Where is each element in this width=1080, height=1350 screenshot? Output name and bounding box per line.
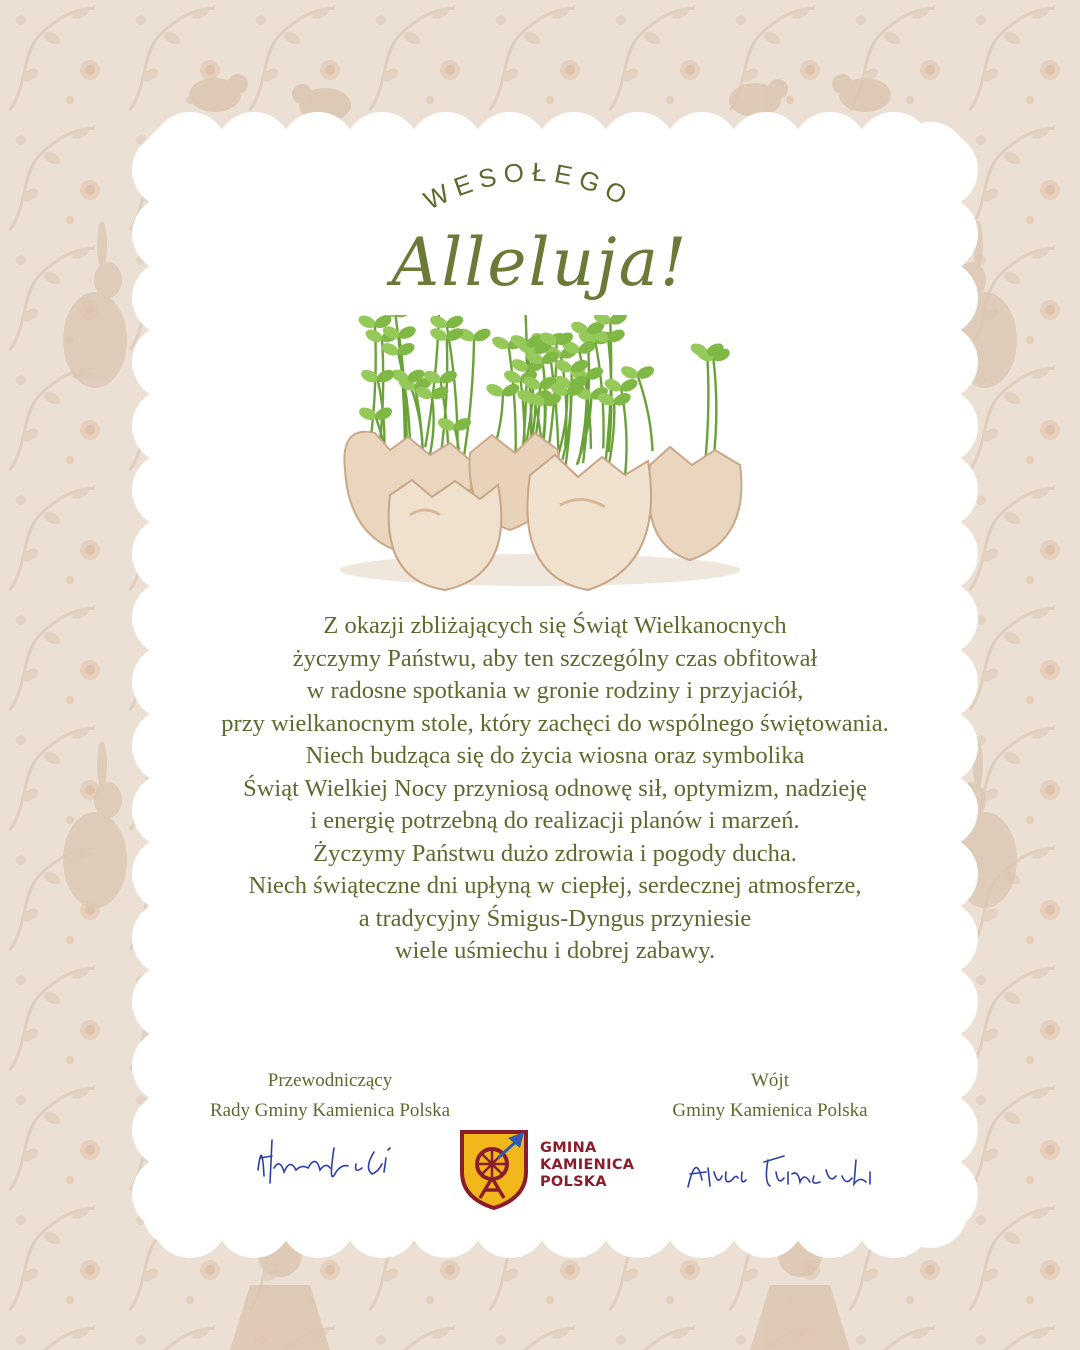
signatory-left-office: Rady Gminy Kamienica Polska: [209, 1100, 451, 1121]
logo-line-2: KAMIENICA: [540, 1157, 635, 1173]
message-line: Świąt Wielkiej Nocy przyniosą odnowę sił, optymizm, nadzieję: [243, 774, 867, 802]
gmina-kamienica-polska-logo: [458, 1128, 648, 1210]
greeting-header: [300, 150, 780, 340]
logo-line-1: GMINA: [540, 1140, 597, 1156]
greeting-script-word: Alleluja!: [391, 224, 689, 301]
sprouts-in-eggshells-illustration: [320, 315, 760, 600]
signature-left: [250, 1128, 400, 1198]
message-line: przy wielkanocnym stole, który zachęci do wspólnego świętowania.: [221, 709, 889, 737]
message-line: wiele uśmiechu i dobrej zabawy.: [394, 937, 716, 964]
logo-line-3: POLSKA: [540, 1174, 607, 1190]
signatory-right-office: Gminy Kamienica Polska: [672, 1100, 868, 1121]
message-line: Niech świąteczne dni upłyną w ciepłej, serdecznej atmosferze,: [248, 872, 862, 899]
message-line: w radosne spotkania w gronie rodziny i przyjaciół,: [306, 677, 804, 704]
signature-right: [680, 1142, 880, 1197]
spinning-wheel-coat-of-arms-icon: [458, 1128, 530, 1210]
signatory-left: [180, 1066, 480, 1126]
message-line: życzymy Państwu, aby ten szczególny czas obfitował: [292, 644, 818, 672]
signatory-right: [630, 1066, 910, 1126]
logo-wordmark: [540, 1140, 634, 1191]
message-line: a tradycyjny Śmigus-Dyngus przyniesie: [358, 904, 752, 932]
message-line: Życzymy Państwu dużo zdrowia i pogody ducha.: [313, 839, 797, 867]
signatory-left-title: Przewodniczący: [267, 1070, 393, 1091]
greeting-top-word: WESOŁEGO: [418, 156, 639, 216]
message-line: Z okazji zbliżających się Świąt Wielkanocnych: [323, 612, 787, 639]
greeting-message: [150, 610, 960, 968]
signatory-right-title: Wójt: [751, 1070, 789, 1091]
message-line: Niech budząca się do życia wiosna oraz symbolika: [305, 742, 805, 769]
message-line: i energię potrzebną do realizacji planów i marzeń.: [310, 807, 800, 834]
